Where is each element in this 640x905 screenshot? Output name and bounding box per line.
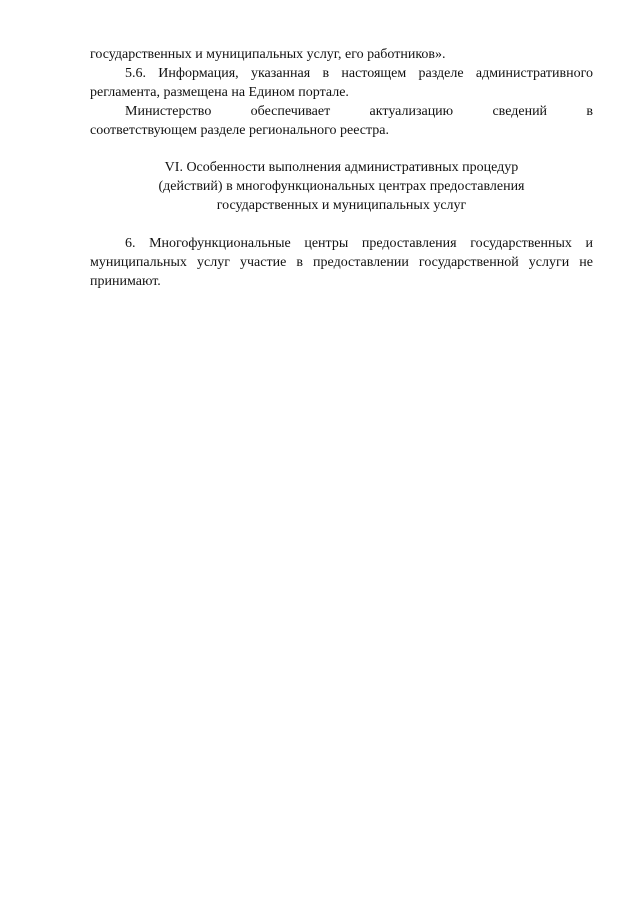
- paragraph-line: принимают.: [90, 274, 161, 289]
- paragraph-line: регламента, размещена на Едином портале.: [90, 85, 349, 100]
- paragraph-continuation: [90, 45, 593, 64]
- paragraph-line: государственных и муниципальных услуг, его работников».: [90, 47, 446, 62]
- paragraph-line: Министерство обеспечивает актуализацию сведений в: [125, 104, 593, 119]
- paragraph-line: соответствующем разделе регионального реестра.: [90, 123, 390, 138]
- heading-line: (действий) в многофункциональных центрах предоставления: [158, 179, 525, 194]
- heading-line: государственных и муниципальных услуг: [216, 198, 467, 213]
- paragraph-line: 5.6. Информация, указанная в настоящем разделе административного: [125, 66, 593, 81]
- heading-line: VI. Особенности выполнения административных процедур: [164, 160, 519, 175]
- paragraph-6: [90, 234, 593, 291]
- paragraph-line: 6. Многофункциональные центры предоставления государственных и: [125, 236, 593, 251]
- paragraph-line: муниципальных услуг участие в предоставлении государственной услуги не: [90, 255, 593, 270]
- paragraph-5-6: [90, 64, 593, 102]
- paragraph-ministry: [90, 102, 593, 140]
- section-heading: [90, 158, 593, 215]
